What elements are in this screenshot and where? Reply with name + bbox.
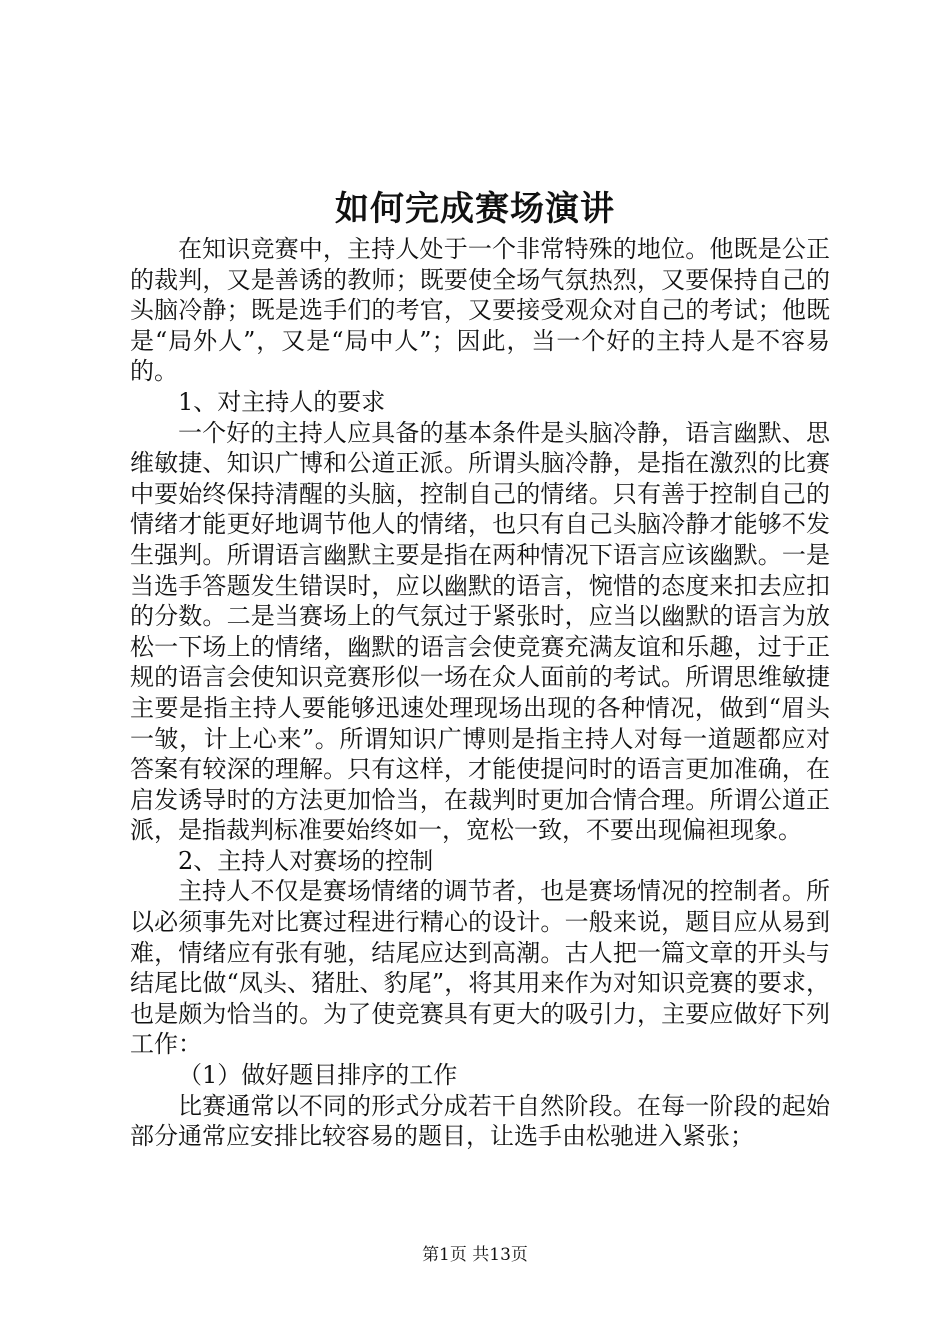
document-body xyxy=(130,234,830,1152)
section-heading-2: 2、主持人对赛场的控制 xyxy=(178,846,434,875)
section-heading-1: 1、对主持人的要求 xyxy=(178,387,386,416)
page-number-footer: 第1页 共13页 xyxy=(422,1245,528,1265)
paragraph-host-requirements: 一个好的主持人应具备的基本条件是头脑冷静，语言幽默、思维敏捷、知识广博和公道正派。所谓头脑冷静，是指在激烈的比赛中要始终保持清醒的头脑，控制自己的情绪。只有善于控制自己的情绪才能更好地调节他人的情绪，也只有自己头脑冷静才能够不发生强判。所谓语言幽默主要是指在两种情况下语言应该幽默。一是当选手答题发生错误时，应以幽默的语言，惋惜的态度来扣去应扣的分数。二是当赛场上的气氛过于紧张时，应当以幽默的语言为放松一下场上的情绪，幽默的语言会使竞赛充满友谊和乐趣，过于正规的语言会使知识竞赛形似一场在众人面前的考试。所谓思维敏捷主要是指主持人要能够迅速处理现场出现的各种情况，做到“眉头一皱，计上心来”。所谓知识广博则是指主持人对每一道题都应对答案有较深的理解。只有这样，才能使提问时的语言更加准确，在启发诱导时的方法更加恰当，在裁判时更加合情合理。所谓公道正派，是指裁判标准要始终如一，宽松一致，不要出现偏袒现象。 xyxy=(130,418,830,845)
paragraph-intro: 在知识竞赛中，主持人处于一个非常特殊的地位。他既是公正的裁判，又是善诱的教师；既要使全场气氛热烈，又要保持自己的头脑冷静；既是选手们的考官，又要接受观众对自己的考试；他既是“局外人”，又是“局中人”；因此，当一个好的主持人是不容易的。 xyxy=(130,235,830,386)
subsection-heading-1: （1）做好题目排序的工作 xyxy=(178,1061,458,1090)
paragraph-question-order: 比赛通常以不同的形式分成若干自然阶段。在每一阶段的起始部分通常应安排比较容易的题目，让选手由松驰进入紧张； xyxy=(130,1091,830,1151)
paragraph-venue-control: 主持人不仅是赛场情绪的调节者，也是赛场情况的控制者。所以必须事先对比赛过程进行精心的设计。一般来说，题目应从易到难，情绪应有张有驰，结尾应达到高潮。古人把一篇文章的开头与结尾比做“凤头、猪肚、豹尾”，将其用来作为对知识竞赛的要求，也是颇为恰当的。为了使竞赛具有更大的吸引力，主要应做好下列工作： xyxy=(130,877,830,1059)
document-title: 如何完成赛场演讲 xyxy=(335,189,615,229)
